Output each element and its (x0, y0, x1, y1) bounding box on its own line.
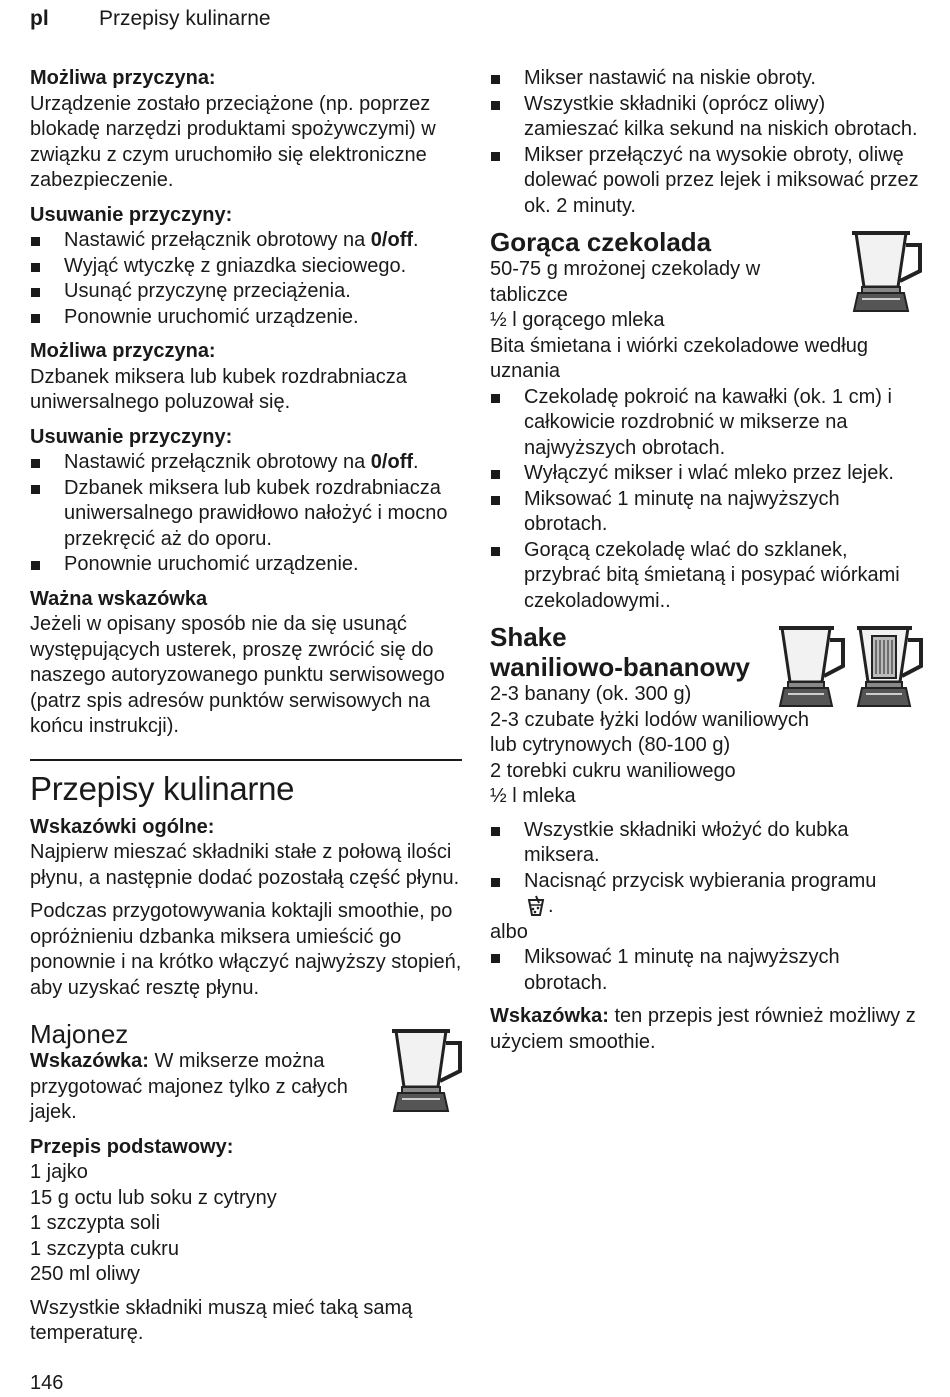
ingredient: Bita śmietana i wiórki czekoladowe według uznania (490, 334, 868, 382)
list-item: Mikser nastawić na niskie obroty. (490, 66, 922, 92)
running-title: Przepisy kulinarne (99, 7, 271, 30)
ingredient: 2-3 czubate łyżki lodów waniliowych lub cytrynowych (80-100 g) (490, 708, 810, 756)
cause-label: Możliwa przyczyna: (30, 67, 216, 89)
recipe-title: Shake (490, 622, 567, 652)
ingredient: 250 ml oliwy (30, 1263, 141, 1285)
general-tips-paragraph: Podczas przygotowywania koktajli smoothie, po opróżnieniu dzbanka miksera umieścić go ponownie i na krótko włączyć najwyższy stopień, aby uzyskać resztę płynu. (30, 900, 462, 999)
switch-position: 0/off (370, 451, 414, 473)
language-code: pl (30, 7, 49, 30)
ingredient: 1 szczypta cukru (30, 1237, 179, 1260)
blender-jug-icon (776, 622, 846, 708)
fix-label: Usuwanie przyczyny: (30, 203, 233, 226)
blender-jug-icon (388, 1027, 464, 1113)
shake-steps (490, 945, 922, 996)
ingredient: ½ l gorącego mleka (490, 309, 665, 331)
cause-label: Możliwa przyczyna: (30, 340, 216, 362)
page-header (30, 6, 271, 32)
final-tip: Wskazówka: ten przepis jest również możliwy z użyciem smoothie. (490, 1005, 916, 1053)
section-title: Przepisy kulinarne (30, 769, 295, 807)
blender-jug-with-insert-icon (854, 622, 924, 708)
ingredient: 1 jajko (30, 1161, 88, 1183)
right-column (490, 66, 922, 1055)
list-item: Gorącą czekoladę wlać do szklanek, przybrać bitą śmietaną i posypać wiórkami czekoladowymi.. (490, 538, 922, 615)
ingredient: 15 g octu lub soku z cytryny (30, 1186, 277, 1209)
list-item: Miksować 1 minutę na najwyższych obrotach. (490, 945, 922, 996)
ingredient: 50-75 g mrożonej czekolady w tabliczce (490, 258, 761, 306)
recipe-title: waniliowo-bananowy (490, 652, 751, 682)
fix-label: Usuwanie przyczyny: (30, 425, 233, 448)
list-item: Czekoladę pokroić na kawałki (ok. 1 cm) i całkowicie rozdrobnić w mikserze na najwyższych obrotach. (490, 385, 922, 462)
list-item: Usunąć przyczynę przeciążenia. (30, 279, 462, 305)
hot-chocolate-steps (490, 385, 922, 615)
list-item: Wyłączyć mikser i wlać mleko przez lejek. (490, 461, 922, 487)
hot-chocolate-section (490, 227, 922, 385)
list-item: Ponownie uruchomić urządzenie. (30, 305, 462, 331)
mayo-section (30, 1019, 462, 1126)
temperature-note: Wszystkie składniki muszą mieć taką samą temperaturę. (30, 1296, 413, 1344)
list-item: Miksować 1 minutę na najwyższych obrotach. (490, 487, 922, 538)
list-item: Wyjąć wtyczkę z gniazdka sieciowego. (30, 254, 462, 280)
fix-list (30, 450, 462, 578)
blender-jug-icon (848, 229, 924, 313)
list-item: Nacisnąć przycisk wybierania programu . (490, 869, 922, 920)
recipe-title: Gorąca czekolada (490, 227, 712, 257)
recipe-title: Majonez (30, 1019, 129, 1049)
general-tips-label: Wskazówki ogólne: (30, 815, 215, 838)
fix-list (30, 228, 462, 330)
list-item: Wszystkie składniki włożyć do kubka miksera. (490, 818, 922, 869)
switch-position: 0/off (370, 229, 414, 251)
mayo-tip: Wskazówka: W mikserze można przygotować majonez tylko z całych jajek. (30, 1050, 348, 1123)
left-column (30, 66, 462, 1347)
important-note-text: Jeżeli w opisany sposób nie da się usunąć występujących usterek, proszę zwrócić się do naszego autoryzowanego punktu serwisowego (patrz spis adresów punktów serwisowych na końcu instrukcji). (30, 613, 445, 737)
shake-section (490, 622, 922, 682)
ingredient: 2 torebki cukru waniliowego (490, 759, 736, 782)
list-item: Dzbanek miksera lub kubek rozdrabniacza uniwersalnego prawidłowo nałożyć i mocno przekręcić aż do oporu. (30, 476, 462, 553)
list-item: Mikser przełączyć na wysokie obroty, oliwę dolewać powoli przez lejek i miksować przez ok. 2 minuty. (490, 143, 922, 220)
basic-recipe-label: Przepis podstawowy: (30, 1135, 234, 1158)
cause-text: Urządzenie zostało przeciążone (np. poprzez blokadę narzędzi produktami spożywczymi) w związku z czym uruchomiło się elektroniczne zabezpieczenie. (30, 92, 436, 191)
list-item: Ponownie uruchomić urządzenie. (30, 552, 462, 578)
smoothie-program-icon (524, 893, 548, 917)
cause-text: Dzbanek miksera lub kubek rozdrabniacza uniwersalnego poluzował się. (30, 365, 407, 413)
general-tips-paragraph: Najpierw mieszać składniki stałe z połową ilości płynu, a następnie dodać pozostałą część płynu. (30, 841, 460, 889)
section-divider (30, 759, 462, 761)
alternative-word: albo (490, 920, 528, 943)
important-note-label: Ważna wskazówka (30, 587, 208, 610)
shake-steps (490, 818, 922, 920)
list-item: Nastawić przełącznik obrotowy na 0/off. (30, 228, 462, 254)
list-item: Wszystkie składniki (oprócz oliwy) zamieszać kilka sekund na niskich obrotach. (490, 92, 922, 143)
mayo-steps (490, 66, 922, 219)
list-item: Nastawić przełącznik obrotowy na 0/off. (30, 450, 462, 476)
page-number: 146 (30, 1372, 64, 1394)
ingredient: 1 szczypta soli (30, 1212, 161, 1234)
ingredient: 2-3 banany (ok. 300 g) (490, 683, 692, 705)
ingredient: ½ l mleka (490, 785, 576, 807)
